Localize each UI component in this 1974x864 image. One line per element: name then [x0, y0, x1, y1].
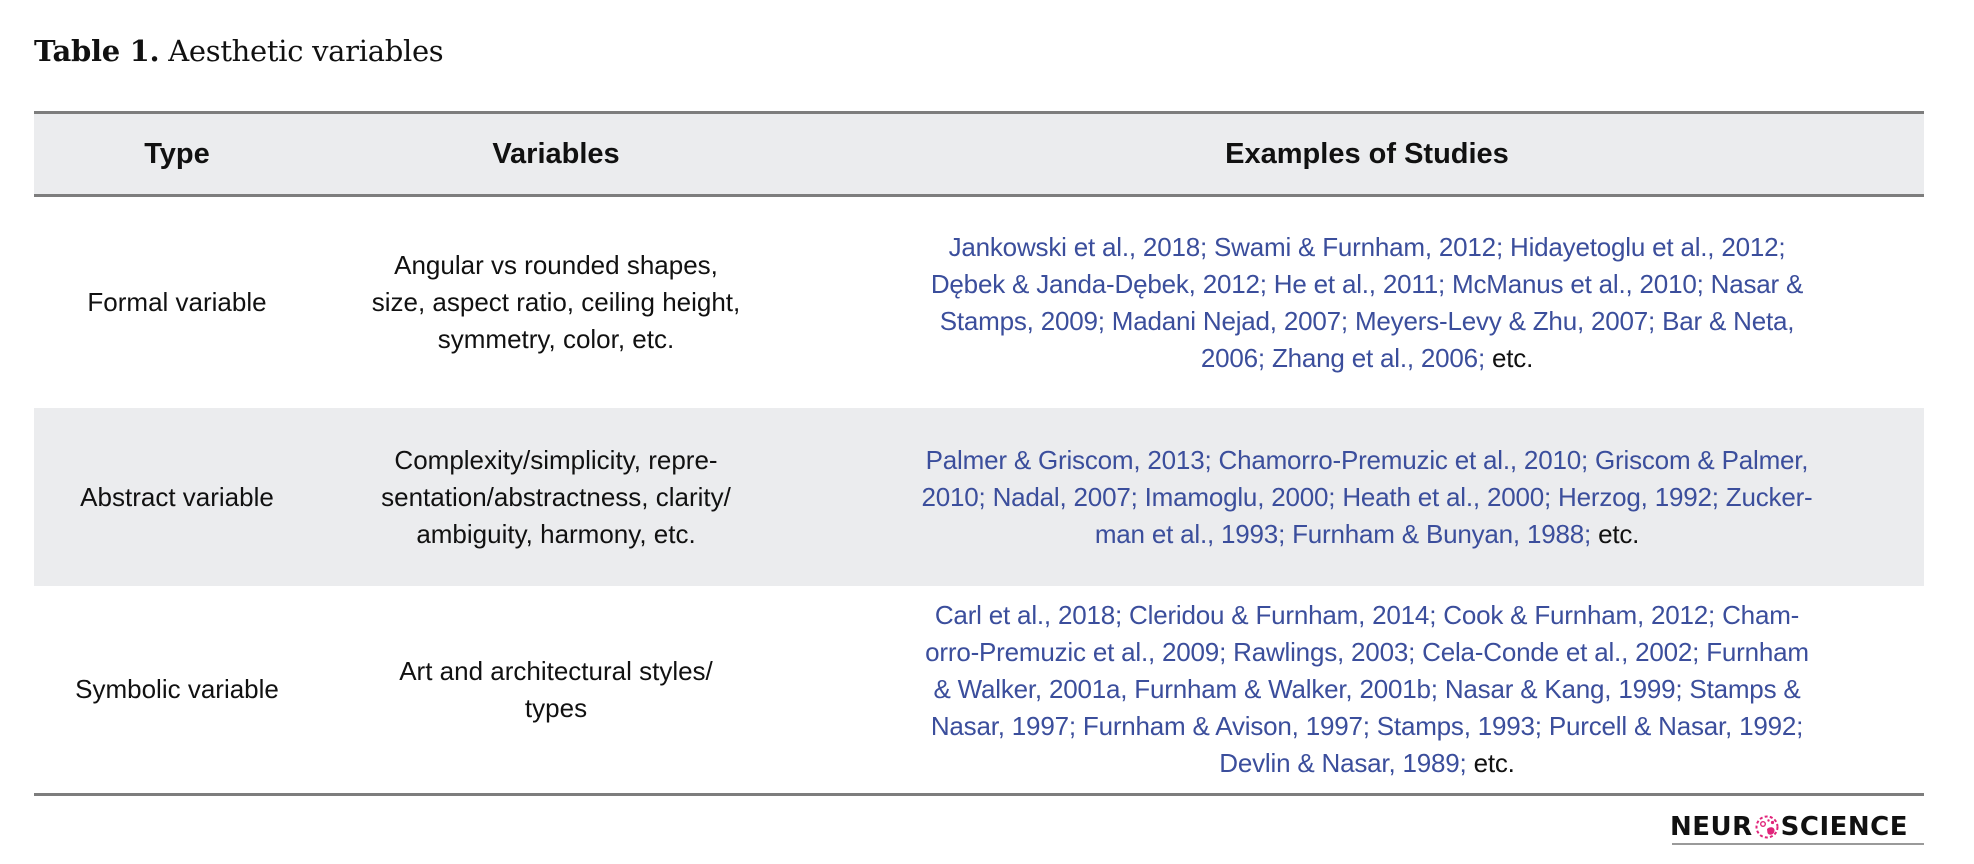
table-row-symbolic: [34, 586, 1924, 793]
variables-cell: [334, 408, 778, 586]
citation-text: & Walker, 2001a, Furnham & Walker, 2001b; Nasar & Kang, 1999; Stamps &: [933, 674, 1801, 704]
studies-cell: [810, 408, 1924, 586]
table-row-abstract: [34, 408, 1924, 586]
variables-cell: [334, 586, 778, 793]
citation-text: orro-Premuzic et al., 2009; Rawlings, 2003; Cela-Conde et al., 2002; Furnham: [925, 637, 1809, 667]
header-studies: Examples of Studies: [1225, 138, 1509, 170]
studies-line: [810, 708, 1924, 745]
citation-text: Devlin & Nasar, 1989;: [1219, 748, 1467, 778]
aesthetic-variables-table: [34, 111, 1924, 796]
studies-line: [810, 303, 1924, 340]
studies-cell: [810, 586, 1924, 793]
citation-text: Stamps, 2009; Madani Nejad, 2007; Meyers-Levy & Zhu, 2007; Bar & Neta,: [939, 305, 1795, 336]
type-label: Abstract variable: [80, 481, 274, 512]
citation-text: Jankowski et al., 2018; Swami & Furnham, 2012; Hidayetoglu et al., 2012;: [948, 231, 1786, 262]
table-row-formal: [34, 197, 1924, 408]
variables-line: types: [524, 692, 588, 723]
etc-text: etc.: [1591, 518, 1640, 549]
studies-line: [810, 442, 1924, 479]
citation-text: man et al., 1993; Furnham & Bunyan, 1988;: [1094, 518, 1592, 549]
etc-text: etc.: [1466, 748, 1515, 778]
studies-line: [810, 671, 1924, 708]
variables-line: sentation/abstractness, clarity/: [381, 481, 731, 512]
variables-line: ambiguity, harmony, etc.: [416, 518, 696, 549]
etc-text: etc.: [1484, 342, 1534, 373]
table-caption: [34, 34, 443, 68]
variables-line: size, aspect ratio, ceiling height,: [371, 287, 741, 317]
citation-text: Nasar, 1997; Furnham & Avison, 1997; Stamps, 1993; Purcell & Nasar, 1992;: [930, 711, 1804, 741]
table-title: Aesthetic variables: [168, 34, 444, 68]
studies-line: [810, 479, 1924, 516]
table-header-row: [34, 114, 1924, 197]
citation-text: Palmer & Griscom, 2013; Chamorro-Premuzic et al., 2010; Griscom & Palmer,: [925, 444, 1809, 475]
type-cell: [34, 408, 320, 586]
header-variables: Variables: [492, 138, 620, 170]
studies-line: [810, 266, 1924, 303]
variables-line: Complexity/simplicity, repre-: [394, 444, 718, 475]
studies-line: [810, 634, 1924, 671]
studies-line: [810, 229, 1924, 266]
studies-line: [810, 516, 1924, 553]
type-cell: [34, 197, 320, 408]
logo-text-right: SCIENCE: [1780, 812, 1908, 842]
citation-text: 2010; Nadal, 2007; Imamoglu, 2000; Heath et al., 2000; Herzog, 1992; Zucker-: [921, 481, 1813, 512]
header-type: Type: [144, 138, 210, 170]
studies-line: [810, 597, 1924, 634]
type-label: Formal variable: [87, 287, 267, 317]
citation-text: Dębek & Janda-Dębek, 2012; He et al., 2011; McManus et al., 2010; Nasar &: [930, 268, 1804, 299]
logo-underline: [1672, 843, 1924, 845]
studies-line: [810, 745, 1924, 782]
studies-line: [810, 340, 1924, 377]
type-cell: [34, 586, 320, 793]
logo-text-left: NEUR: [1670, 812, 1753, 842]
type-label: Symbolic variable: [75, 674, 279, 704]
neuroscience-logo: [1670, 810, 1908, 844]
table-bottom-rule: [34, 793, 1924, 796]
variables-line: Art and architectural styles/: [399, 655, 713, 686]
variables-line: symmetry, color, etc.: [437, 324, 675, 354]
studies-cell: [810, 197, 1924, 408]
variables-line: Angular vs rounded shapes,: [394, 250, 718, 280]
neuron-cell-icon: [1754, 814, 1780, 840]
citation-text: Carl et al., 2018; Cleridou & Furnham, 2014; Cook & Furnham, 2012; Cham-: [934, 600, 1800, 630]
variables-cell: [334, 197, 778, 408]
citation-text: 2006; Zhang et al., 2006;: [1200, 342, 1485, 373]
table-label: Table 1.: [34, 34, 160, 68]
